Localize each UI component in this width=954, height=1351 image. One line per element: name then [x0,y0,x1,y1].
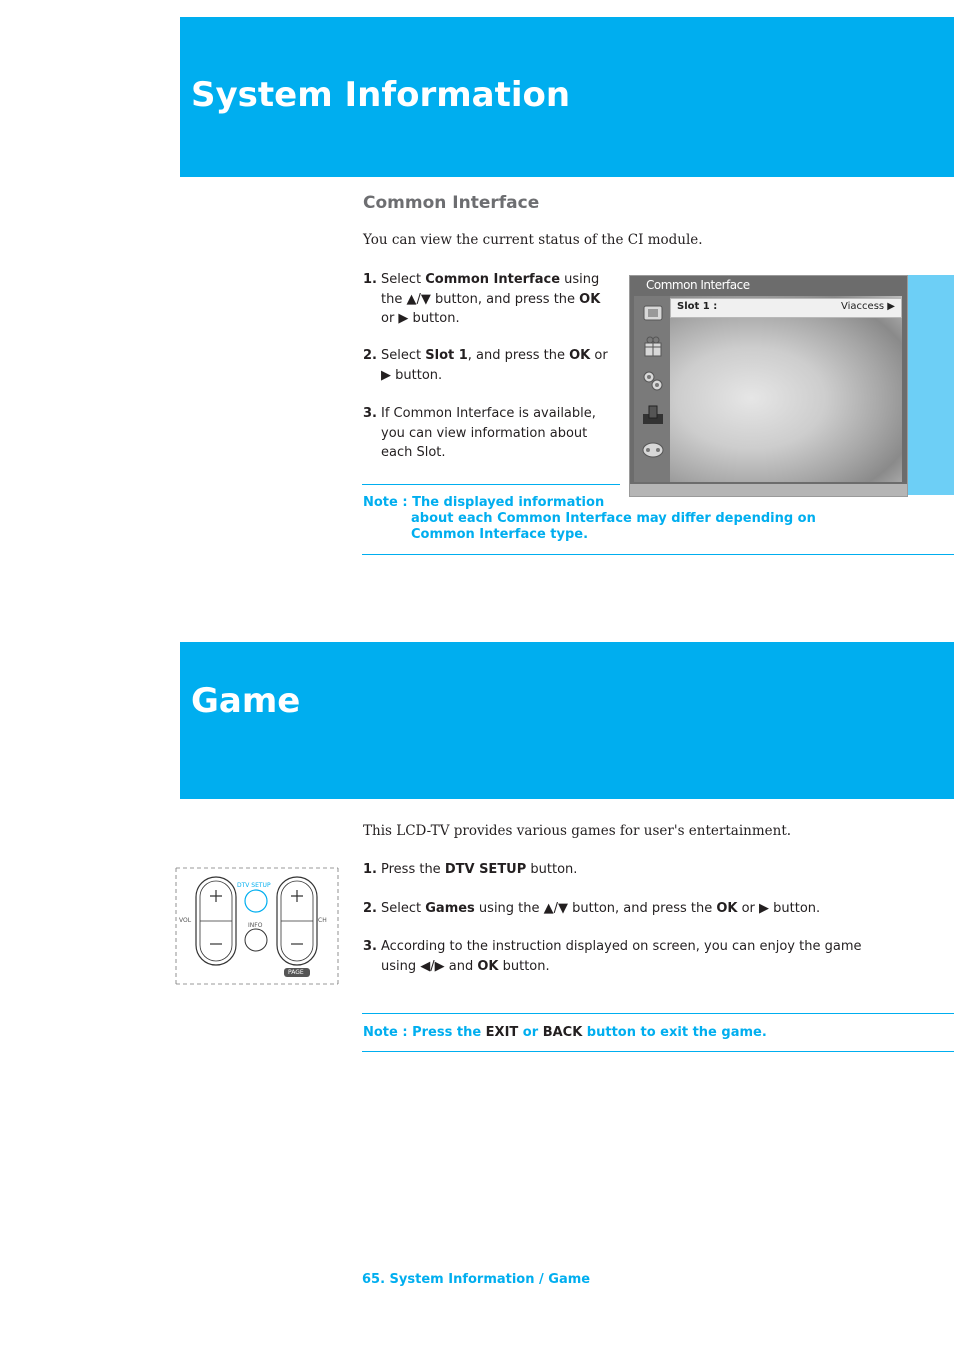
step-number: 1. [363,862,377,877]
divider [362,1051,954,1052]
note-keyword: BACK [542,1025,583,1040]
step-text: or ▶ button. [381,311,460,326]
menu-icon-column [634,296,670,482]
menu-ci-module-icon [640,402,666,428]
divider [362,554,954,555]
step-text: or ▶ button. [737,901,821,916]
page-footer: 65. System Information / Game [362,1272,591,1287]
step-text: using the ▲/▼ button, and press the [474,901,717,916]
step-text: If Common Interface is available, you can view information about each Slot. [381,406,596,460]
slot-label: Slot 1 : [677,301,718,312]
step-keyword: OK [477,958,499,974]
note-text: about each Common Interface may differ depending on [411,511,816,526]
screenshot-screen [670,296,902,482]
step-text: button. [526,862,578,877]
step-2 [363,899,883,919]
info-button: INFO [248,922,263,929]
step-keyword: Games [425,901,475,916]
step-text: or ▶ button. [381,348,608,383]
note-keyword: EXIT [485,1025,519,1040]
step-keyword: OK [716,901,738,916]
menu-gift-icon [640,334,666,360]
step-text: using the ▲/▼ button, and press the [381,272,600,307]
menu-game-icon [640,436,666,462]
section-banner-system-information [180,17,954,177]
ch-label: CH [318,917,327,924]
note-text: or [518,1025,543,1040]
dtv-setup-button: DTV SETUP [237,882,271,889]
slot-row [670,298,902,318]
note-text: Common Interface type. [411,527,589,542]
step-text: , and press the [467,348,570,363]
note-text: Note : Press the [363,1025,486,1040]
note-ci [363,495,923,543]
step-text: Select [381,348,426,363]
step-text: button. [498,958,550,974]
step-number: 3. [363,406,377,421]
subsection-heading: Common Interface [363,193,540,213]
step-1 [363,860,883,880]
step-number: 1. [363,272,377,287]
step-number: 2. [363,901,377,916]
intro-text: You can view the current status of the CI module. [363,232,703,248]
menu-picture-icon [640,300,666,326]
page-button: PAGE [288,969,304,976]
vol-label: VOL [179,917,192,924]
step-text: Press the [381,862,445,877]
step-2 [363,346,613,385]
intro-text: This LCD-TV provides various games for user's entertainment. [363,823,792,839]
remote-control-diagram [174,866,340,986]
note-game [363,1025,953,1041]
step-number: 2. [363,348,377,363]
step-keyword: DTV SETUP [444,862,527,877]
section-title: System Information [191,75,571,115]
step-keyword: Common Interface [425,272,561,287]
step-1 [363,270,613,329]
step-keyword: OK [569,348,591,363]
step-3 [363,937,873,976]
section-title: Game [191,681,301,721]
note-text: button to exit the game. [582,1025,767,1040]
note-prefix: Note : [363,495,413,510]
screenshot-title: Common Interface [646,278,750,292]
step-number: 3. [363,939,377,954]
step-text: Select [381,901,426,916]
slot-value: Viaccess ▶ [841,301,895,312]
note-text: The displayed information [412,495,605,510]
step-keyword: OK [579,291,601,307]
tv-menu-screenshot [629,275,908,497]
section-banner-game [180,642,954,799]
menu-gears-icon [640,368,666,394]
step-text: Select [381,272,426,287]
step-3 [363,404,613,463]
cyan-side-tab [908,275,954,495]
divider [362,1013,954,1014]
divider [362,484,620,485]
step-keyword: Slot 1 [425,348,468,363]
step-text: According to the instruction displayed on screen, you can enjoy the game using ◀/▶ and [381,939,862,974]
